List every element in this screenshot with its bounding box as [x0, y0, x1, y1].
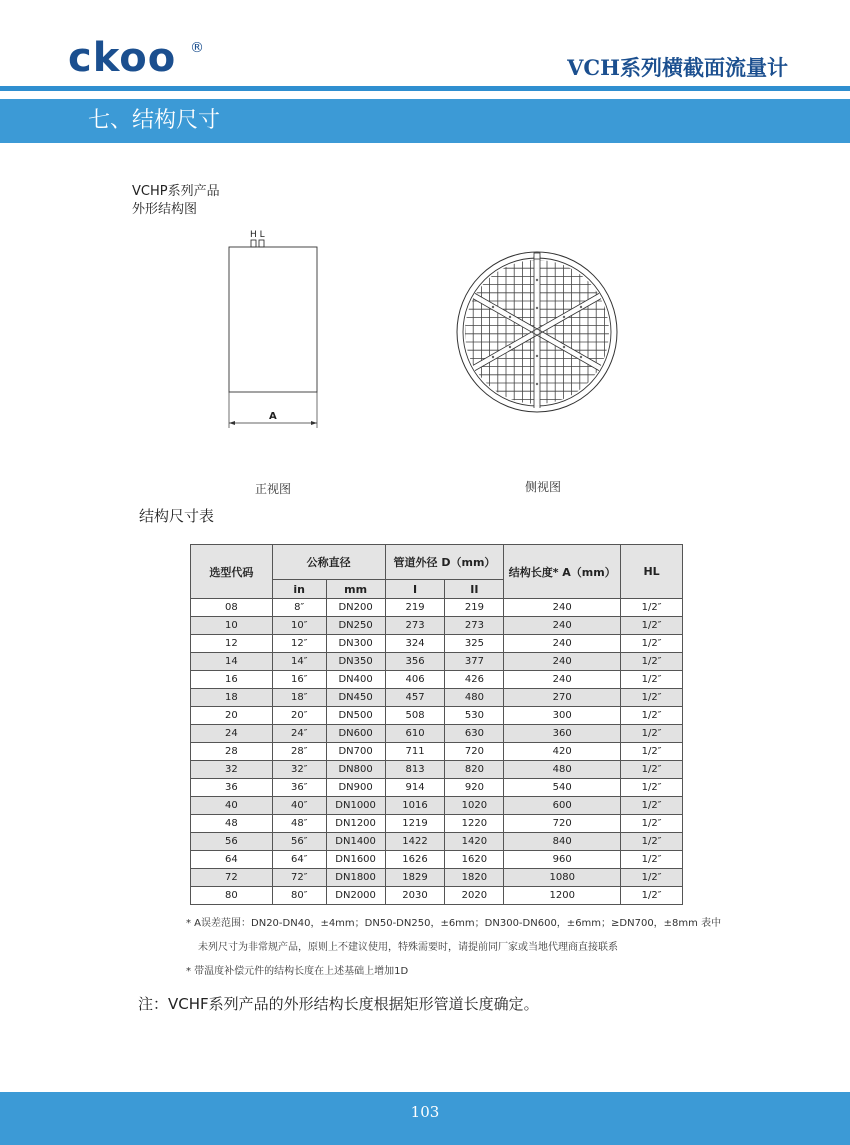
cell-model: 56	[191, 833, 273, 851]
cell-hl: 1/2″	[621, 617, 683, 635]
footer-band	[0, 1092, 850, 1145]
cell-od-ii: 426	[445, 671, 504, 689]
cell-od-ii: 530	[445, 707, 504, 725]
cell-od-i: 1626	[385, 851, 445, 869]
hl-label: H L	[250, 230, 265, 240]
cell-od-ii: 480	[445, 689, 504, 707]
cell-mm: DN1400	[326, 833, 385, 851]
cell-hl: 1/2″	[621, 635, 683, 653]
cell-od-i: 356	[385, 653, 445, 671]
cell-od-ii: 2020	[445, 887, 504, 905]
logo-text: ckoo	[68, 35, 177, 81]
cell-length: 720	[504, 815, 621, 833]
cell-od-i: 813	[385, 761, 445, 779]
cell-in: 8″	[272, 599, 326, 617]
header-rule	[0, 86, 850, 91]
table-row	[191, 599, 683, 617]
cell-hl: 1/2″	[621, 707, 683, 725]
cell-in: 16″	[272, 671, 326, 689]
cell-in: 80″	[272, 887, 326, 905]
product-title	[132, 183, 220, 219]
table-row	[191, 707, 683, 725]
cell-model: 12	[191, 635, 273, 653]
cell-od-i: 219	[385, 599, 445, 617]
section-band	[0, 99, 850, 143]
brand-logo	[68, 35, 177, 81]
header-mm: mm	[326, 580, 385, 599]
table-row	[191, 635, 683, 653]
cell-length: 270	[504, 689, 621, 707]
dimension-table	[190, 544, 683, 905]
table-row	[191, 743, 683, 761]
cell-mm: DN250	[326, 617, 385, 635]
cell-od-ii: 1020	[445, 797, 504, 815]
note-tolerance-continued: 未列尺寸为非常规产品，原则上不建议使用，特殊需要时，请提前同厂家或当地代理商直接联系	[198, 942, 618, 953]
cell-mm: DN400	[326, 671, 385, 689]
cell-mm: DN200	[326, 599, 385, 617]
table-body	[191, 599, 683, 905]
cell-mm: DN600	[326, 725, 385, 743]
cell-od-i: 1016	[385, 797, 445, 815]
cell-length: 1080	[504, 869, 621, 887]
dimension-a-label: A	[269, 411, 277, 422]
cell-model: 18	[191, 689, 273, 707]
cell-mm: DN450	[326, 689, 385, 707]
page-header-title: VCH系列横截面流量计	[567, 55, 788, 80]
cell-model: 36	[191, 779, 273, 797]
cell-hl: 1/2″	[621, 833, 683, 851]
note-temperature: * 带温度补偿元件的结构长度在上述基础上增加1D	[186, 966, 409, 977]
cell-in: 64″	[272, 851, 326, 869]
cell-length: 240	[504, 635, 621, 653]
cell-od-i: 457	[385, 689, 445, 707]
note-tolerance: * A误差范围：DN20-DN40，±4mm；DN50-DN250，±6mm；DN300-DN600，±6mm；≥DN700，±8mm 表中	[186, 918, 722, 929]
cell-mm: DN500	[326, 707, 385, 725]
cell-in: 72″	[272, 869, 326, 887]
table-notes	[186, 912, 721, 984]
cell-od-i: 610	[385, 725, 445, 743]
table-row	[191, 833, 683, 851]
cell-hl: 1/2″	[621, 725, 683, 743]
cell-model: 20	[191, 707, 273, 725]
header-od-ii: II	[445, 580, 504, 599]
cell-length: 600	[504, 797, 621, 815]
cell-od-i: 914	[385, 779, 445, 797]
side-view-caption: 侧视图	[525, 480, 562, 494]
table-row	[191, 887, 683, 905]
header-nominal: 公称直径	[272, 545, 385, 580]
table-row	[191, 689, 683, 707]
cell-mm: DN1200	[326, 815, 385, 833]
cell-length: 300	[504, 707, 621, 725]
cell-length: 360	[504, 725, 621, 743]
cell-model: 64	[191, 851, 273, 869]
cell-hl: 1/2″	[621, 815, 683, 833]
table-row	[191, 851, 683, 869]
cell-hl: 1/2″	[621, 743, 683, 761]
cell-od-i: 1829	[385, 869, 445, 887]
header-hl: HL	[621, 545, 683, 599]
cell-model: 40	[191, 797, 273, 815]
front-view-caption: 正视图	[255, 482, 292, 496]
cell-in: 28″	[272, 743, 326, 761]
cell-model: 14	[191, 653, 273, 671]
bottom-note: 注：VCHF系列产品的外形结构长度根据矩形管道长度确定。	[138, 995, 539, 1013]
cell-mm: DN900	[326, 779, 385, 797]
table-row	[191, 797, 683, 815]
cell-hl: 1/2″	[621, 851, 683, 869]
cell-od-i: 711	[385, 743, 445, 761]
cell-od-ii: 630	[445, 725, 504, 743]
table-row	[191, 761, 683, 779]
cell-od-ii: 1220	[445, 815, 504, 833]
cell-hl: 1/2″	[621, 689, 683, 707]
cell-model: 80	[191, 887, 273, 905]
header-od-i: I	[385, 580, 445, 599]
cell-mm: DN1800	[326, 869, 385, 887]
cell-hl: 1/2″	[621, 671, 683, 689]
table-row	[191, 671, 683, 689]
cell-length: 420	[504, 743, 621, 761]
cell-hl: 1/2″	[621, 599, 683, 617]
cell-od-i: 1422	[385, 833, 445, 851]
cell-od-i: 273	[385, 617, 445, 635]
section-title: 七、结构尺寸	[88, 108, 221, 133]
table-row	[191, 617, 683, 635]
cell-in: 56″	[272, 833, 326, 851]
cell-model: 48	[191, 815, 273, 833]
cell-length: 240	[504, 617, 621, 635]
cell-mm: DN350	[326, 653, 385, 671]
cell-od-i: 406	[385, 671, 445, 689]
table-caption: 结构尺寸表	[139, 507, 215, 525]
cell-mm: DN2000	[326, 887, 385, 905]
cell-od-ii: 273	[445, 617, 504, 635]
table-row	[191, 653, 683, 671]
cell-model: 08	[191, 599, 273, 617]
cell-hl: 1/2″	[621, 869, 683, 887]
cell-model: 72	[191, 869, 273, 887]
cell-model: 16	[191, 671, 273, 689]
cell-hl: 1/2″	[621, 761, 683, 779]
cell-in: 14″	[272, 653, 326, 671]
cell-length: 1200	[504, 887, 621, 905]
cell-length: 240	[504, 653, 621, 671]
side-view-drawing	[455, 250, 625, 420]
cell-od-ii: 720	[445, 743, 504, 761]
cell-mm: DN300	[326, 635, 385, 653]
cell-in: 40″	[272, 797, 326, 815]
front-view-drawing	[220, 225, 330, 435]
cell-model: 24	[191, 725, 273, 743]
cell-od-ii: 820	[445, 761, 504, 779]
table-row	[191, 725, 683, 743]
cell-mm: DN1600	[326, 851, 385, 869]
cell-model: 32	[191, 761, 273, 779]
cell-od-i: 508	[385, 707, 445, 725]
cell-model: 10	[191, 617, 273, 635]
cell-length: 960	[504, 851, 621, 869]
cell-mm: DN1000	[326, 797, 385, 815]
table-row	[191, 779, 683, 797]
cell-in: 10″	[272, 617, 326, 635]
cell-hl: 1/2″	[621, 797, 683, 815]
cell-in: 12″	[272, 635, 326, 653]
cell-od-ii: 1620	[445, 851, 504, 869]
cell-in: 18″	[272, 689, 326, 707]
cell-od-ii: 1420	[445, 833, 504, 851]
cell-in: 20″	[272, 707, 326, 725]
cell-length: 480	[504, 761, 621, 779]
cell-length: 240	[504, 671, 621, 689]
cell-in: 36″	[272, 779, 326, 797]
cell-hl: 1/2″	[621, 653, 683, 671]
table-row	[191, 869, 683, 887]
header-length: 结构长度* A（mm）	[504, 545, 621, 599]
cell-model: 28	[191, 743, 273, 761]
cell-od-ii: 377	[445, 653, 504, 671]
cell-hl: 1/2″	[621, 887, 683, 905]
cell-length: 540	[504, 779, 621, 797]
registered-mark: ®	[190, 40, 204, 56]
cell-in: 24″	[272, 725, 326, 743]
product-subtitle: 外形结构图	[132, 202, 198, 217]
page-number: 103	[410, 1103, 440, 1121]
cell-mm: DN800	[326, 761, 385, 779]
cell-od-ii: 1820	[445, 869, 504, 887]
header-model: 选型代码	[191, 545, 273, 599]
cell-od-i: 1219	[385, 815, 445, 833]
cell-od-i: 324	[385, 635, 445, 653]
cell-od-i: 2030	[385, 887, 445, 905]
product-line: VCHP系列产品	[132, 184, 220, 199]
cell-od-ii: 325	[445, 635, 504, 653]
cell-hl: 1/2″	[621, 779, 683, 797]
cell-od-ii: 920	[445, 779, 504, 797]
table-row	[191, 815, 683, 833]
cell-od-ii: 219	[445, 599, 504, 617]
cell-in: 32″	[272, 761, 326, 779]
header-in: in	[272, 580, 326, 599]
cell-in: 48″	[272, 815, 326, 833]
cell-mm: DN700	[326, 743, 385, 761]
header-pipe-od: 管道外径 D（mm）	[385, 545, 504, 580]
cell-length: 840	[504, 833, 621, 851]
cell-length: 240	[504, 599, 621, 617]
